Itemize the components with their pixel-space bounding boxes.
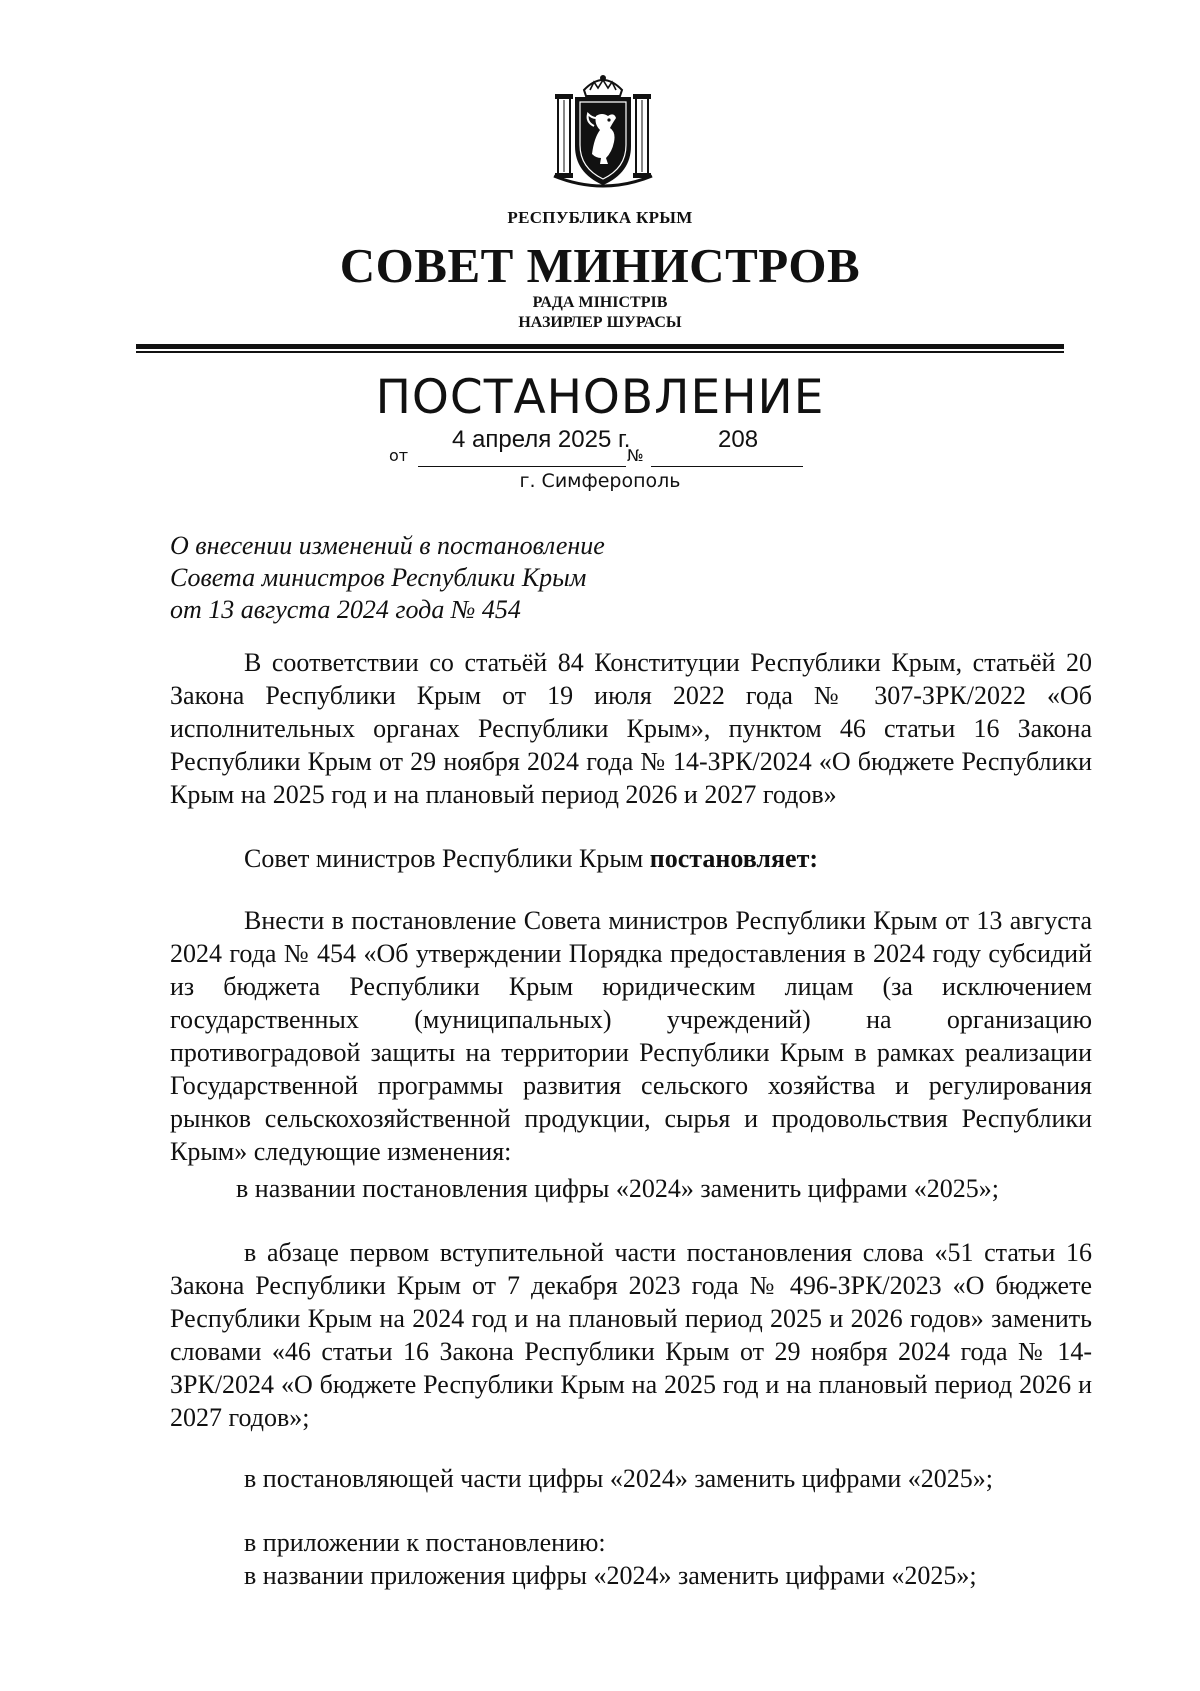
- document-number: 208: [718, 426, 759, 453]
- change-item: в постановляющей части цифры «2024» заменить цифрами «2025»;: [244, 1464, 994, 1493]
- legal-basis-paragraph: [170, 646, 1092, 811]
- resolves-text: Совет министров Республики Крым: [244, 844, 650, 873]
- republic-name: РЕСПУБЛИКА КРЫМ: [507, 208, 693, 227]
- subject-line: О внесении изменений в постановление: [170, 531, 605, 560]
- date-underline: [418, 466, 626, 467]
- council-name-crimean-tatar: НАЗИРЛЕР ШУРАСЫ: [518, 314, 682, 331]
- document-subject: [170, 530, 770, 626]
- council-name: СОВЕТ МИНИСТРОВ: [339, 238, 861, 293]
- resolves-paragraph: [170, 842, 1092, 875]
- legal-basis-text: В соответствии со статьёй 84 Конституции Республики Крым, статьёй 20 Закона Республики Крым от 19 июля 2022 года № 307-ЗРК/2022 «Об исполнительных органах Республики Крым», пунктом 46 статьи 16 Закона Республики Крым от 29 ноября 2024 года № 14-ЗРК/2024 «О бюджете Республики Крым на 2025 год и на плановый период 2026 и 2027 годов»: [170, 648, 1092, 809]
- resolves-keyword: постановляет:: [649, 844, 819, 873]
- amendment-intro-text: Внести в постановление Совета министров Республики Крым от 13 августа 2024 года № 454 «Об утверждении Порядка предоставления в 2024 году субсидий из бюджета Республики Крым юридическим лицам (за исключением государственных (муниципальных) учреждений) на организацию противоградовой защиты на территории Республики Крым в рамках реализации Государственной программы развития сельского хозяйства и регулирования рынков сельскохозяйственной продукции, сырья и продовольствия Республики Крым» следующие изменения:: [170, 906, 1092, 1166]
- date-label: от: [389, 446, 409, 465]
- amendment-intro-paragraph: [170, 904, 1092, 1168]
- issue-city: г. Симферополь: [519, 470, 681, 492]
- coat-of-arms-emblem: [550, 68, 656, 190]
- number-underline: [651, 466, 803, 467]
- council-name-ukrainian: РАДА МІНІСТРІВ: [532, 294, 668, 311]
- header-divider-thin: [136, 351, 1064, 353]
- subject-line: от 13 августа 2024 года № 454: [170, 595, 521, 624]
- change-item: в названии приложения цифры «2024» заменить цифрами «2025»;: [244, 1561, 977, 1590]
- document-type-title: ПОСТАНОВЛЕНИЕ: [375, 370, 825, 425]
- change-item: [170, 1236, 1092, 1434]
- document-date: 4 апреля 2025 г.: [452, 426, 631, 453]
- change-item-text: в абзаце первом вступительной части постановления слова «51 статьи 16 Закона Республики Крым от 7 декабря 2023 года № 496-ЗРК/2023 «О бюджете Республики Крым на 2024 год и на плановый период 2025 и 2026 годов» заменить словами «46 статьи 16 Закона Республики Крым от 29 ноября 2024 года № 14-ЗРК/2024 «О бюджете Республики Крым на 2025 год и на плановый период 2026 и 2027 годов»;: [170, 1238, 1092, 1432]
- subject-line: Совета министров Республики Крым: [170, 563, 587, 592]
- header-divider-thick: [136, 344, 1064, 349]
- change-item: в названии постановления цифры «2024» заменить цифрами «2025»;: [236, 1174, 999, 1203]
- change-item: в приложении к постановлению:: [244, 1528, 606, 1557]
- number-label: №: [627, 446, 644, 465]
